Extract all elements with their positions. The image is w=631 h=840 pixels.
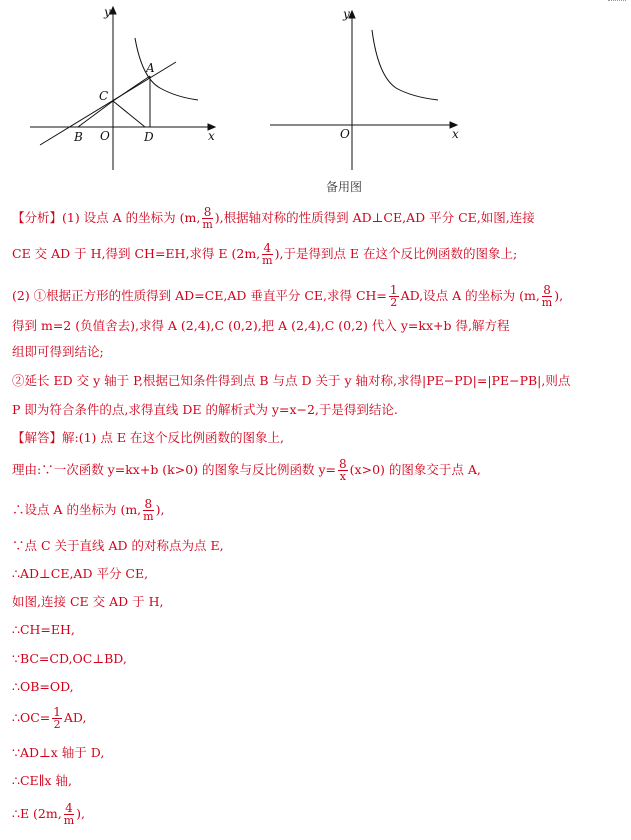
fig1-y-label: y	[104, 5, 111, 19]
figure-2	[270, 11, 457, 170]
figure-1	[30, 7, 215, 170]
solution-line-7: ∴CH=EH,	[12, 622, 75, 637]
solution-line-9: ∴OB=OD,	[12, 679, 74, 694]
analysis-line-1: 【分析】(1) 设点 A 的坐标为 (m, $\frac{8}{m}$ ),根据轴对称的性质得到 AD⊥CE,AD 平分 CE,如图,连接	[12, 205, 535, 231]
fig1-x-label: x	[208, 129, 215, 143]
fig2-x-label: x	[452, 127, 459, 141]
solution-line-13: ∴E (2m, $\frac{4}{m}$ ),	[12, 801, 86, 827]
fig1-origin-label: O	[100, 129, 110, 143]
fig2-y-arrow	[349, 11, 355, 18]
fig1-point-D: D	[144, 130, 154, 144]
analysis-line-4: 得到 m=2 (负值舍去),求得 A (2,4),C (0,2),把 A (2,4),C (0,2) 代入 y=kx+b 得,解方程	[12, 318, 510, 333]
fig1-seg-CD	[113, 101, 145, 127]
analysis-line-2: CE 交 AD 于 H,得到 CH=EH,求得 E (2m, $\frac{4}{m}$ ),于是得到点 E 在这个反比例函数的图象上;	[12, 241, 518, 267]
solution-line-8: ∵BC=CD,OC⊥BD,	[12, 651, 127, 666]
fig1-point-B: B	[74, 130, 83, 144]
solution-line-3: ∴设点 A 的坐标为 (m, $\frac{8}{m}$ ),	[12, 497, 165, 523]
solution-line-12: ∴CE∥x 轴,	[12, 773, 72, 788]
analysis-line-3: (2) ①根据正方形的性质得到 AD=CE,AD 垂直平分 CE,求得 CH= $\frac{1}{2}$ AD,设点 A 的坐标为 (m, $\frac{8}{m}$ ),	[12, 283, 564, 309]
fig1-point-A: A	[146, 61, 155, 75]
solution-line-4: ∵点 C 关于直线 AD 的对称点为点 E,	[12, 538, 224, 553]
fig2-origin-label: O	[340, 127, 350, 141]
solution-line-5: ∴AD⊥CE,AD 平分 CE,	[12, 566, 149, 581]
fig2-y-label: y	[343, 7, 350, 21]
figures	[0, 0, 631, 200]
fig1-y-arrow	[110, 7, 116, 14]
figure-2-caption: 备用图	[326, 180, 363, 194]
analysis-line-6: ②延长 ED 交 y 轴于 P,根据已知条件得到点 B 与点 D 关于 y 轴对称,求得|PE−PD|=|PE−PB|,则点	[12, 373, 571, 388]
solution-line-1: 【解答】解:(1) 点 E 在这个反比例函数的图象上,	[12, 430, 284, 445]
solution-line-10: ∴OC= $\frac{1}{2}$ AD,	[12, 705, 87, 731]
fig1-point-C: C	[99, 89, 109, 103]
fig1-seg-CA	[113, 76, 150, 101]
fig1-hyperbola	[135, 38, 198, 100]
fig2-hyperbola	[372, 30, 438, 100]
analysis-line-5: 组即可得到结论;	[12, 344, 104, 359]
solution-line-11: ∵AD⊥x 轴于 D,	[12, 745, 105, 760]
fig1-seg-BC	[78, 101, 113, 127]
solution-line-6: 如图,连接 CE 交 AD 于 H,	[12, 594, 164, 609]
analysis-line-7: P 即为符合条件的点,求得直线 DE 的解析式为 y=x−2,于是得到结论.	[12, 402, 398, 417]
solution-line-2: 理由:∵一次函数 y=kx+b (k>0) 的图象与反比例函数 y= $\frac{8}{x}$ (x>0) 的图象交于点 A,	[12, 457, 481, 483]
